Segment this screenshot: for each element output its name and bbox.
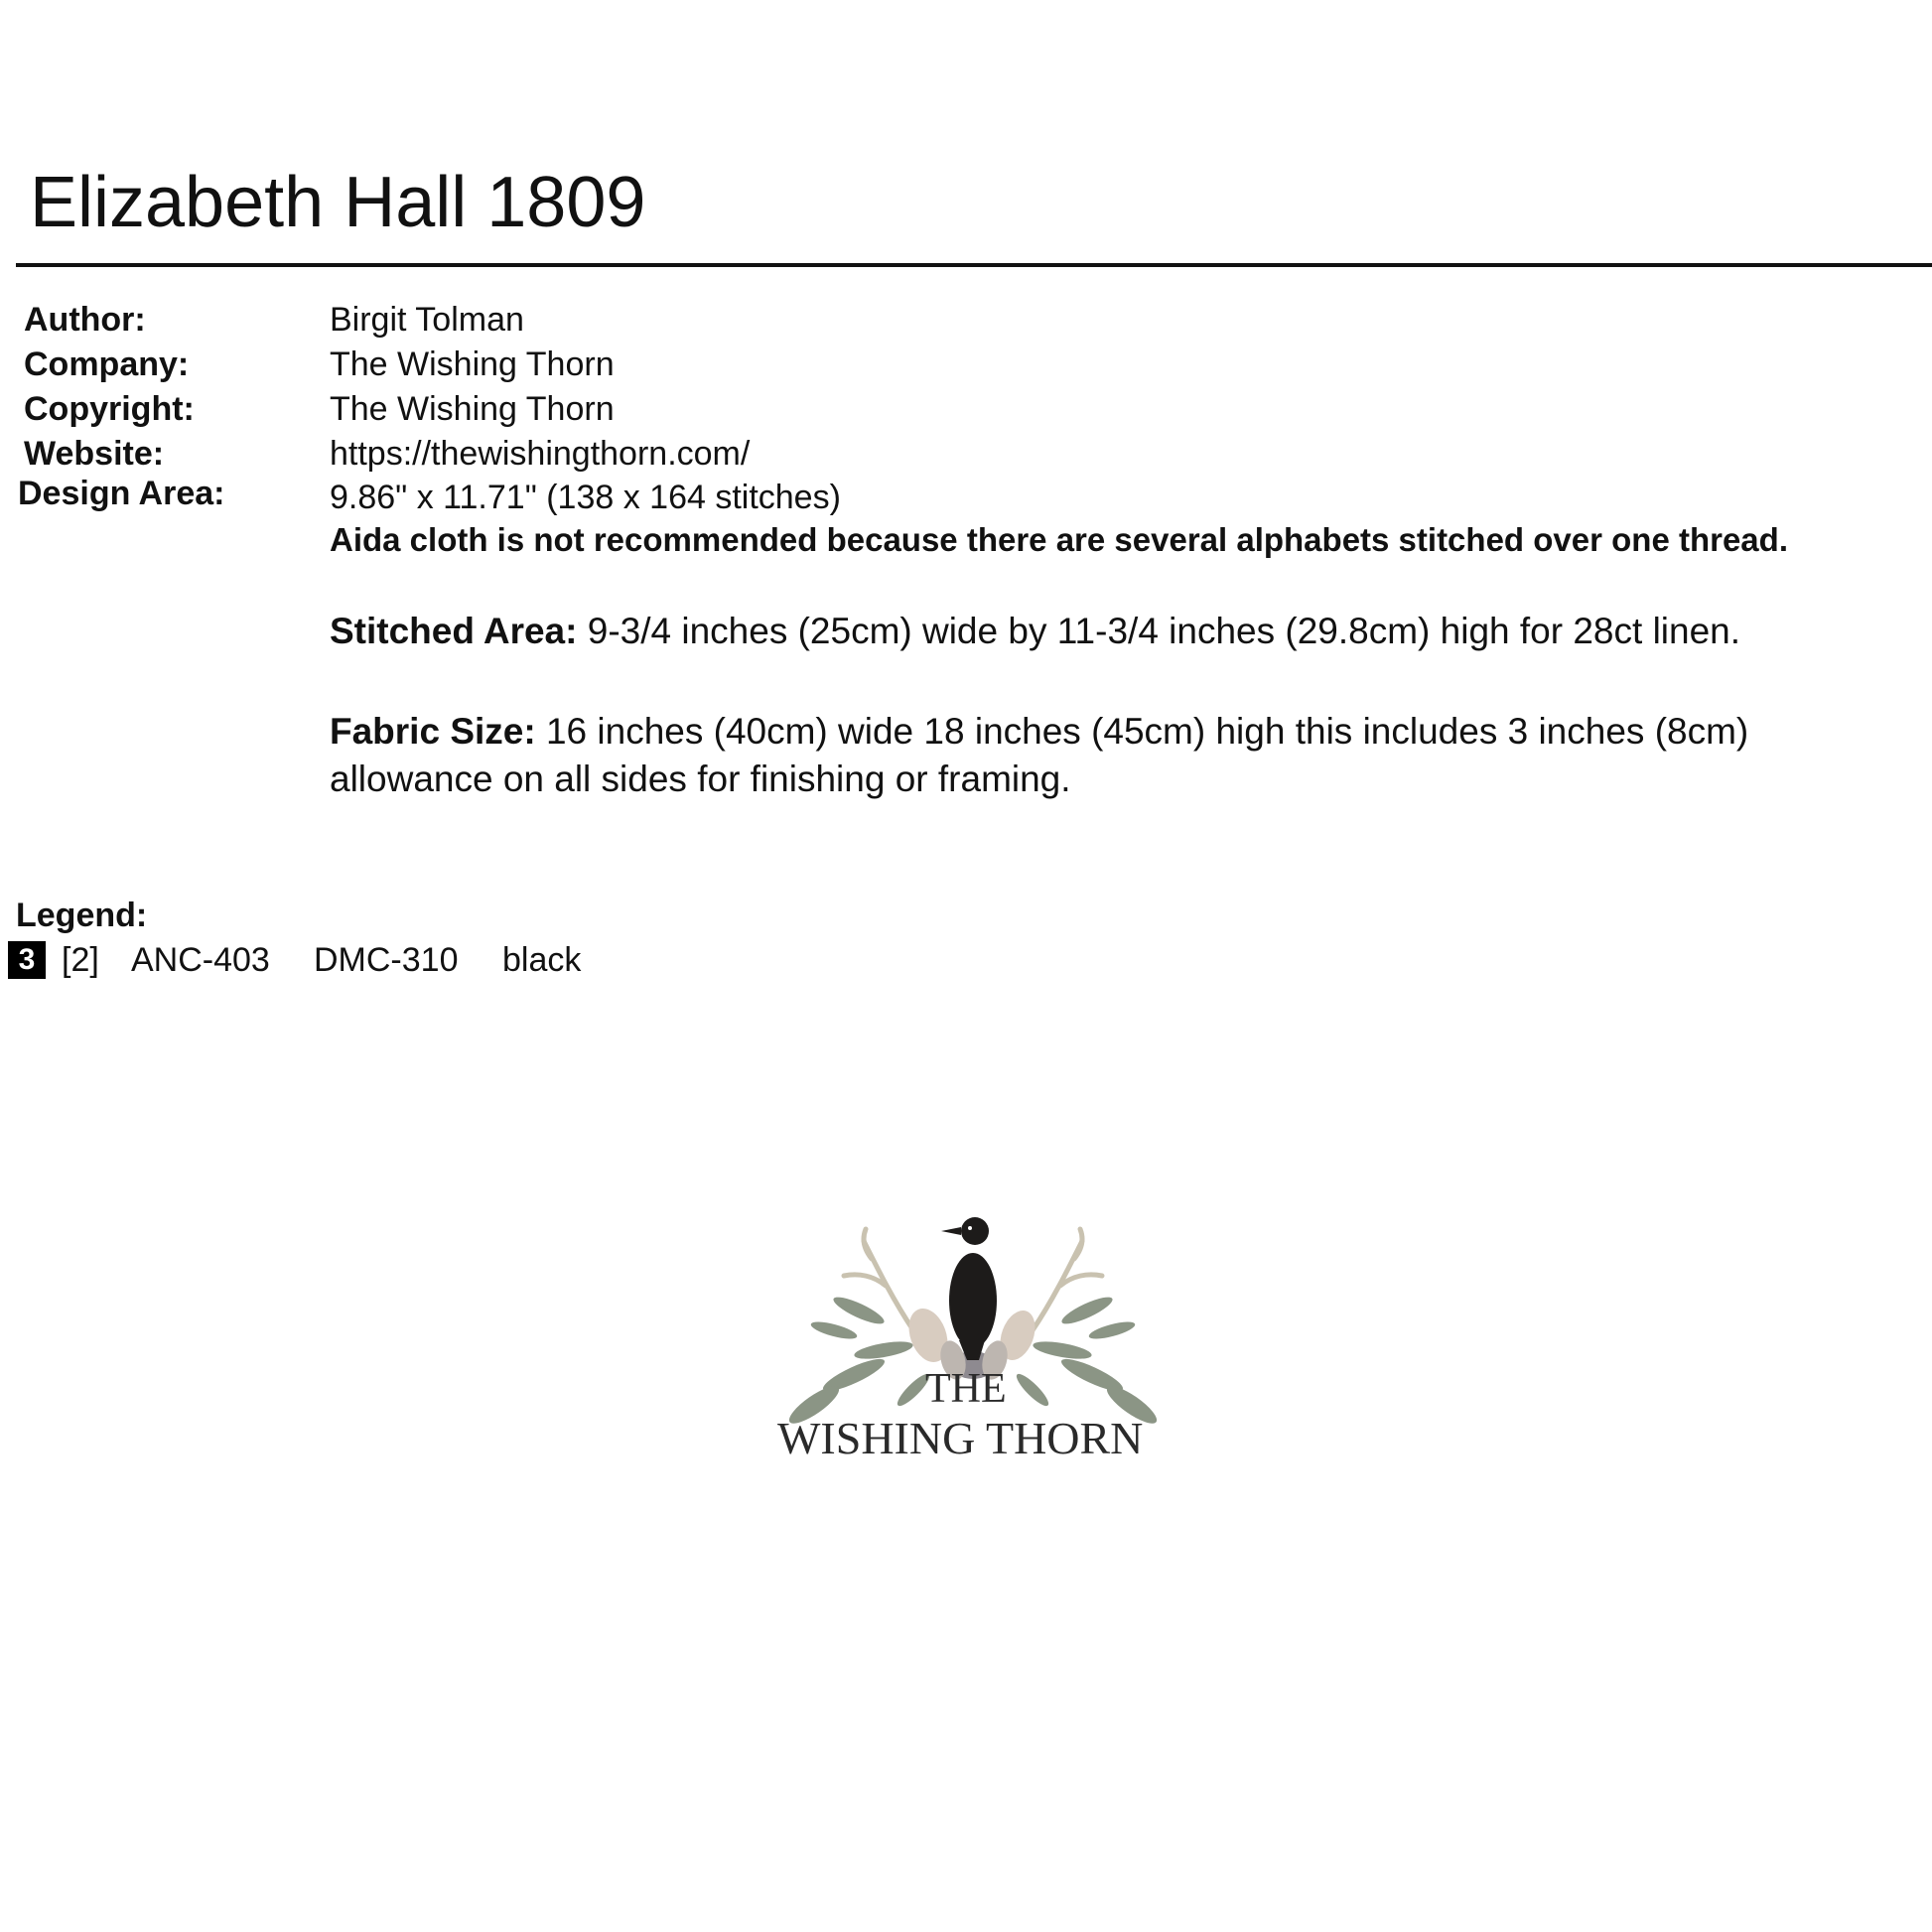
copyright-label: Copyright: <box>24 390 195 428</box>
stitched-area-text: 9-3/4 inches (25cm) wide by 11-3/4 inches (29.8cm) high for 28ct linen. <box>577 611 1741 651</box>
website-link[interactable]: https://thewishingthorn.com/ <box>330 435 751 473</box>
website-label: Website: <box>24 435 165 473</box>
company-value: The Wishing Thorn <box>330 345 615 383</box>
legend-color-name: black <box>502 941 582 979</box>
author-label: Author: <box>24 301 146 339</box>
legend-strands: [2] <box>62 941 99 979</box>
author-value: Birgit Tolman <box>330 301 524 339</box>
logo-text-line1: THE <box>925 1366 1007 1412</box>
fabric-size-label: Fabric Size: <box>330 711 536 752</box>
company-label: Company: <box>24 345 190 383</box>
legend-symbol-swatch: 3 <box>8 941 46 979</box>
stitched-area-paragraph <box>330 608 1918 655</box>
title-divider <box>16 263 1932 267</box>
fabric-size-text: 16 inches (40cm) wide 18 inches (45cm) high this includes 3 inches (8cm) allowance on all sides for finishing or framing. <box>330 711 1749 799</box>
aida-note: Aida cloth is not recommended because there are several alphabets stitched over one thread. <box>330 521 1788 558</box>
fabric-size-paragraph <box>330 708 1918 803</box>
legend-dmc-code: DMC-310 <box>314 941 459 979</box>
design-area-label: Design Area: <box>18 475 225 512</box>
legend-title: Legend: <box>16 897 148 934</box>
design-area-value: 9.86" x 11.71" (138 x 164 stitches) <box>330 479 841 516</box>
page-title: Elizabeth Hall 1809 <box>30 163 646 242</box>
stitched-area-label: Stitched Area: <box>330 611 578 651</box>
copyright-value: The Wishing Thorn <box>330 390 615 428</box>
logo-text-line2: WISHING THORN <box>777 1413 1144 1463</box>
legend-anchor-code: ANC-403 <box>131 941 270 979</box>
